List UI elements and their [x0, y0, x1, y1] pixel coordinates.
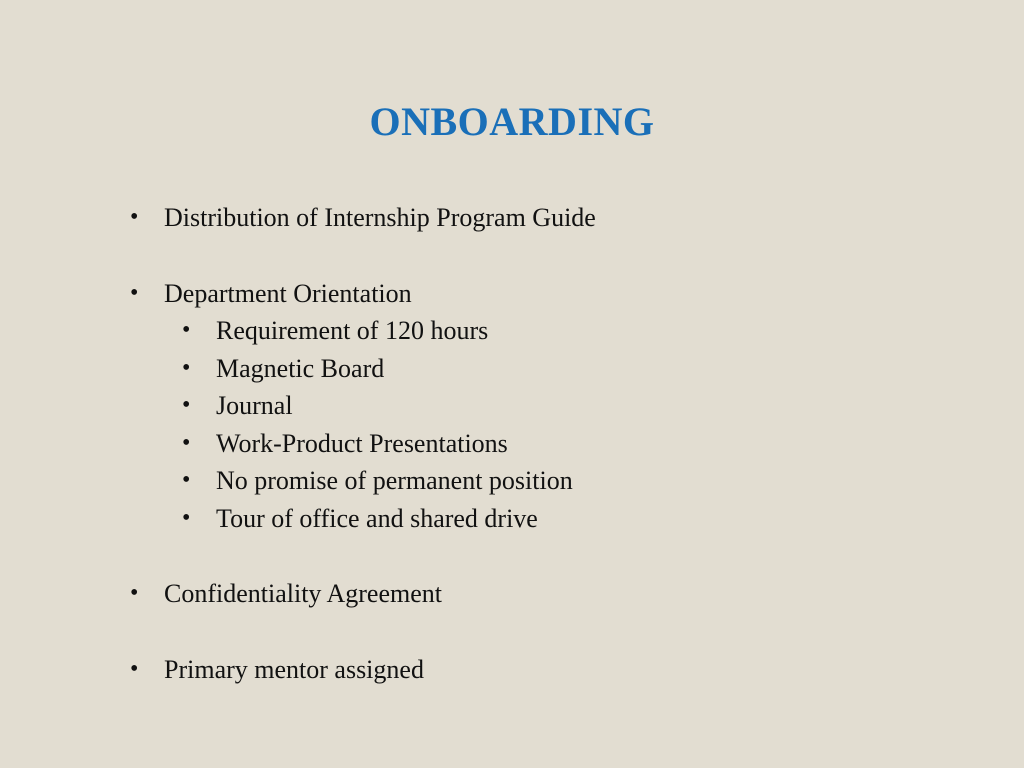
bullet-icon: •	[130, 204, 139, 230]
bullet-icon: •	[182, 467, 191, 493]
bullet-icon: •	[130, 580, 139, 606]
sub-bullet-list	[130, 312, 990, 537]
sub-list-item	[130, 425, 990, 463]
bullet-icon: •	[182, 429, 191, 456]
sub-list-item-text: Work-Product Presentations	[216, 428, 508, 458]
bullet-icon: •	[130, 279, 139, 306]
list-item	[130, 651, 990, 689]
list-item	[130, 275, 990, 313]
list-item-text: Primary mentor assigned	[164, 654, 424, 684]
bullet-icon: •	[182, 392, 191, 418]
bullet-icon: •	[182, 317, 191, 343]
list-item-text: Department Orientation	[164, 278, 412, 308]
sub-list-item-text: Tour of office and shared drive	[216, 503, 538, 533]
bullet-icon: •	[130, 655, 139, 682]
sub-list-item-text: Requirement of 120 hours	[216, 316, 489, 345]
sub-list-item	[130, 312, 990, 350]
list-item-text: Confidentiality Agreement	[164, 579, 442, 608]
sub-list-item	[130, 387, 990, 425]
sub-list-item-text: No promise of permanent position	[216, 466, 573, 495]
list-item	[130, 575, 990, 613]
bullet-icon: •	[182, 504, 191, 531]
sub-list-item	[130, 500, 990, 538]
sub-list-container	[130, 312, 990, 537]
slide-title: ONBOARDING	[369, 99, 655, 144]
list-item	[130, 199, 990, 237]
list-item-text: Distribution of Internship Program Guide	[164, 203, 596, 232]
bullet-list	[130, 199, 990, 688]
sub-list-item	[130, 350, 990, 388]
sub-list-item	[130, 462, 990, 500]
bullet-icon: •	[182, 354, 191, 381]
sub-list-item-text: Magnetic Board	[216, 353, 385, 383]
sub-list-item-text: Journal	[216, 391, 293, 420]
